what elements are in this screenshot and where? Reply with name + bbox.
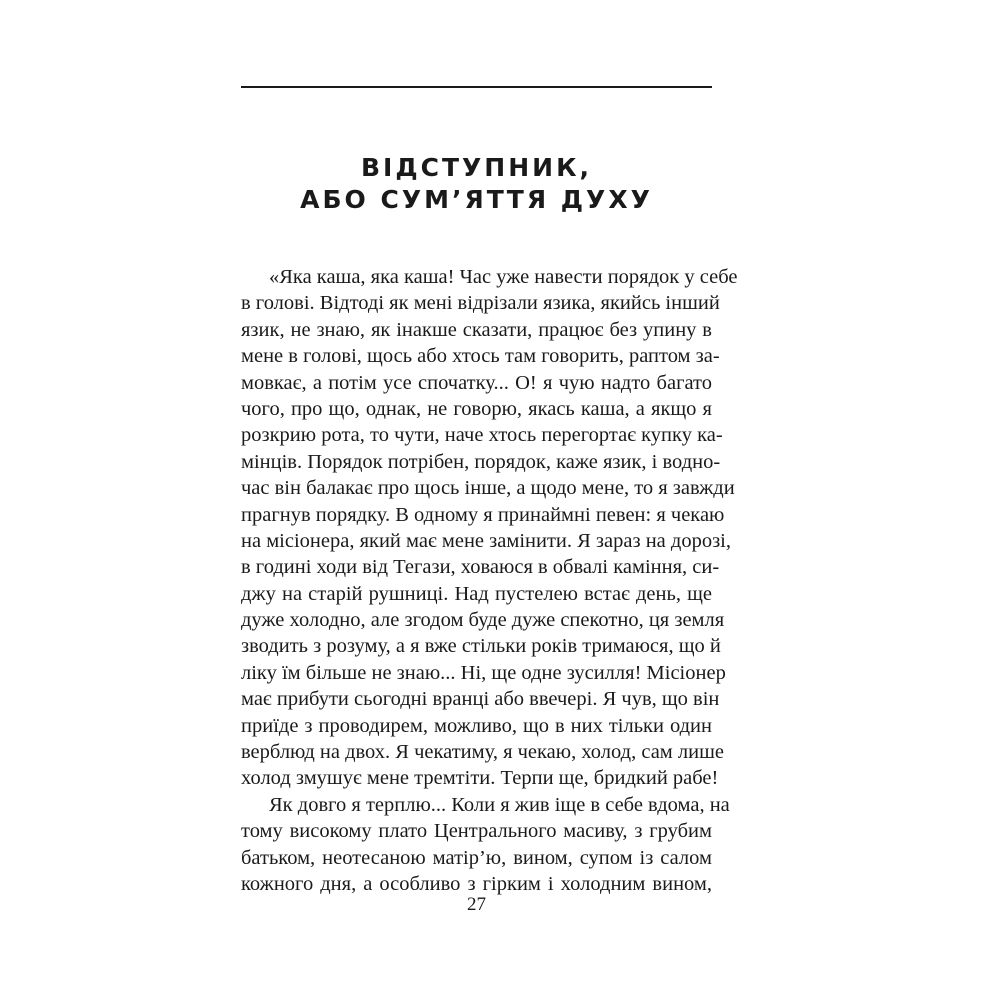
text-line: має прибути сьогодні вранці або ввечері. Я чув, що він: [241, 688, 720, 711]
text-line: чого, про що, однак, не говорю, якась каша, а якщо я: [241, 397, 712, 420]
text-line: ліку їм більше не знаю... Ні, ще одне зусилля! Місіонер: [241, 661, 726, 684]
chapter-title: [241, 152, 712, 216]
body-text: [241, 264, 738, 897]
text-line: мене в голові, щось або хтось там говорить, раптом за-: [241, 345, 720, 368]
text-line: дуже холодно, але згодом буде дуже спекотно, ця земля: [241, 609, 725, 632]
text-line: зводить з розуму, а я вже стільки років тримаюся, що й: [241, 635, 721, 658]
text-line: язик, не знаю, як інакше сказати, працює без упину в: [241, 318, 712, 341]
text-line: верблюд на двох. Я чекатиму, я чекаю, холод, сам лише: [241, 741, 724, 764]
text-line: кожного дня, а особливо з гірким і холодним вином,: [241, 872, 712, 895]
text-line: розкрию рота, то чути, наче хтось перегортає купку ка-: [241, 424, 723, 447]
chapter-title-line-1: ВІДСТУПНИК,: [361, 153, 592, 182]
text-line: в голові. Відтоді як мені відрізали язика, якийсь інший: [241, 292, 720, 315]
page-number: 27: [467, 894, 486, 915]
text-line: на місіонера, який має мене замінити. Я зараз на дорозі,: [241, 529, 731, 552]
text-line: батьком, неотесаною матір’ю, вином, супом із салом: [241, 846, 712, 869]
text-line: час він балакає про щось інше, а щодо мене, то я завжди: [241, 477, 735, 500]
text-line: в годині ходи від Тегази, ховаюся в обвалі каміння, си-: [241, 556, 720, 579]
text-line: холод змушує мене тремтіти. Терпи ще, бридкий рабе!: [241, 767, 719, 790]
text-line: мінців. Порядок потрібен, порядок, каже язик, і водно-: [241, 450, 721, 473]
text-line: приїде з проводирем, можливо, що в них тільки один: [241, 714, 712, 737]
text-line: прагнув порядку. В одному я принаймні певен: я чекаю: [241, 503, 725, 526]
text-line: «Яка каша, яка каша! Час уже навести порядок у себе: [269, 266, 738, 288]
text-line: Як довго я терплю... Коли я жив іще в себе вдома, на: [269, 793, 730, 816]
chapter-title-line-2: АБО СУМ’ЯТТЯ ДУХУ: [300, 185, 653, 214]
text-line: мовкає, а потім усе спочатку... О! я чую надто багато: [241, 371, 712, 394]
top-rule-divider: [241, 86, 712, 88]
text-line: джу на старій рушниці. Над пустелею встає день, ще: [241, 582, 712, 605]
text-line: тому високому плато Центрального масиву, з грубим: [241, 820, 712, 843]
